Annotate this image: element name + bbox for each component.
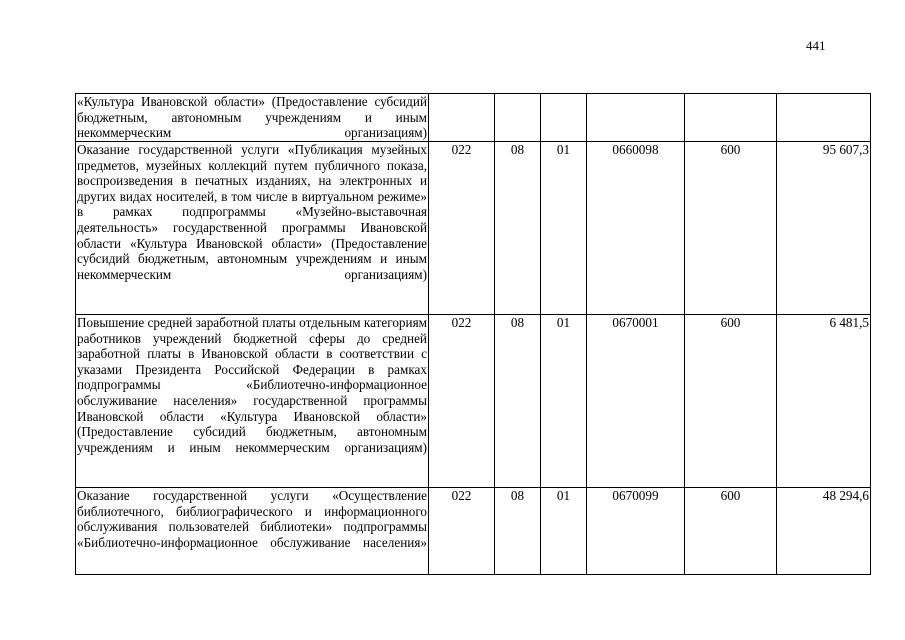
row-description: Повышение средней заработной платы отдельным категориям работников учреждений бюджетной сферы до средней заработной платы в Ивановской области в соответствии с указами Президента Российской Федерации в рамках подпрограммы «Библиотечно-информационное обслуживание населения» государственной программы Ивановской области «Культура Ивановской области» (Предоставление субсидий бюджетным, автономным учреждениям и иным некоммерческим организациям) (76, 315, 429, 488)
row-amount: 95 607,3 (777, 142, 871, 315)
table-row (76, 488, 871, 575)
row-amount (777, 94, 871, 142)
row-section: 08 (495, 315, 541, 488)
row-target-article: 0670099 (587, 488, 685, 575)
row-description: Оказание государственной услуги «Публикация музейных предметов, музейных коллекций путем публичного показа, воспроизведения в печатных изданиях, на электронных и других видах носителей, в том числе в виртуальном режиме» в рамках подпрограммы «Музейно-выставочная деятельность» государственной программы Ивановской области «Культура Ивановской области» (Предоставление субсидий бюджетным, автономным учреждениям и иным некоммерческим организациям) (76, 142, 429, 315)
row-section (495, 94, 541, 142)
row-target-article: 0670001 (587, 315, 685, 488)
row-expense-type (685, 94, 777, 142)
row-section: 08 (495, 142, 541, 315)
table-row (76, 142, 871, 315)
row-expense-type: 600 (685, 142, 777, 315)
row-target-article: 0660098 (587, 142, 685, 315)
row-section: 08 (495, 488, 541, 575)
row-code: 022 (429, 142, 495, 315)
row-amount: 48 294,6 (777, 488, 871, 575)
row-subsection (541, 94, 587, 142)
budget-table (75, 93, 871, 575)
row-subsection: 01 (541, 488, 587, 575)
row-subsection: 01 (541, 315, 587, 488)
page-number: 441 (806, 38, 826, 53)
row-description: Оказание государственной услуги «Осуществление библиотечного, библиографического и информационного обслуживания пользователей библиотеки» подпрограммы «Библиотечно-информационное обслуживание населения» (76, 488, 429, 575)
row-code: 022 (429, 315, 495, 488)
row-target-article (587, 94, 685, 142)
table-row (76, 315, 871, 488)
row-code: 022 (429, 488, 495, 575)
row-subsection: 01 (541, 142, 587, 315)
row-description: «Культура Ивановской области» (Предоставление субсидий бюджетным, автономным учреждениям и иным некоммерческим организациям) (77, 94, 427, 141)
row-expense-type: 600 (685, 315, 777, 488)
row-code (429, 94, 495, 142)
table-row (76, 94, 871, 142)
row-expense-type: 600 (685, 488, 777, 575)
row-amount: 6 481,5 (777, 315, 871, 488)
